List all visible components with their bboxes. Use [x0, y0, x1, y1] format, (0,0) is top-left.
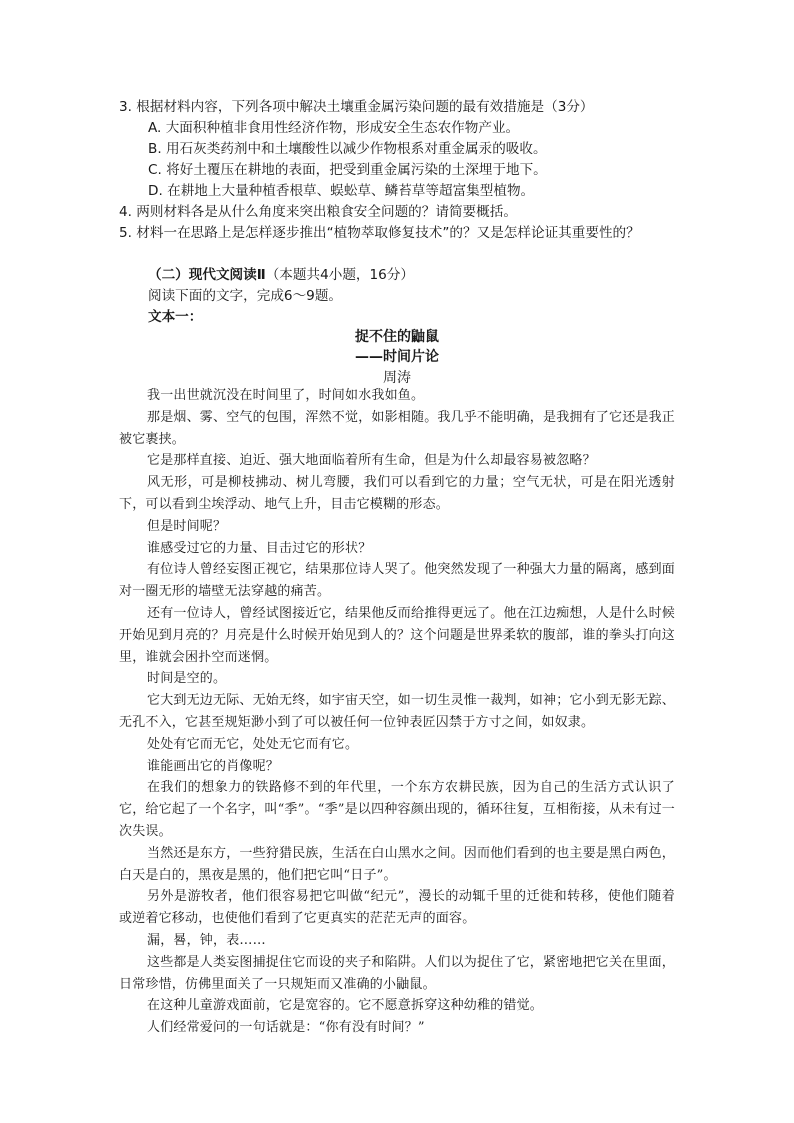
article-paragraph: 风无形，可是柳枝拂动、树儿弯腰，我们可以看到它的力量；空气无状，可是在阳光透射下，可以看到尘埃浮动、地气上升，目击它模糊的形态。	[119, 475, 675, 512]
text-one-label: 文本一：	[148, 309, 203, 325]
article-paragraph: 它是那样直接、迫近、强大地面临着所有生命，但是为什么却最容易被忽略？	[147, 453, 596, 469]
question-3-option-b: B. 用石灰类药剂中和土壤酸性以减少作物根系对重金属汞的吸收。	[148, 141, 547, 157]
question-3-stem: 3. 根据材料内容，下列各项中解决土壤重金属污染问题的最有效措施是（3分）	[119, 99, 594, 115]
article-paragraph: 这些都是人类妄图捕捉住它而设的夹子和陷阱。人们以为捉住了它，紧密地把它关在里面，日常珍惜，仿佛里面关了一只规矩而又准确的小鼬鼠。	[119, 954, 676, 992]
section-heading-bold: （二）现代文阅读Ⅱ	[148, 267, 266, 283]
question-4: 4. 两则材料各是从什么角度来突出粮食安全问题的？请简要概括。	[119, 204, 517, 220]
article-paragraph: 人们经常爱问的一句话就是：“你有没有时间？”	[147, 1020, 425, 1036]
article-paragraph: 谁能画出它的肖像呢？	[147, 758, 280, 774]
article-paragraph: 在这种儿童游戏面前，它是宽容的。它不愿意拆穿这种幼稚的错觉。	[147, 998, 544, 1014]
article-subtitle: ——时间片论	[355, 349, 439, 365]
article-paragraph: 另外是游牧者，他们很容易把它叫做“纪元”，漫长的动辄千里的迁徙和转移，使他们随着或逆着它移动，也使他们看到了它更真实的茫茫无声的面容。	[119, 889, 675, 927]
question-3-option-d: D. 在耕地上大量种植香根草、蜈蚣草、鳞苔草等超富集型植物。	[148, 183, 535, 199]
article-author: 周涛	[383, 370, 411, 386]
article-paragraph: 我一出世就沉没在时间里了，时间如水我如鱼。	[147, 388, 425, 403]
article-title: 捉不住的鼬鼠	[355, 329, 439, 345]
question-5: 5. 材料一在思路上是怎样逐步推出“植物萃取修复技术”的？又是怎样论证其重要性的？	[119, 225, 640, 241]
article-paragraph: 处处有它而无它，处处无它而有它。	[147, 736, 359, 752]
article-paragraph: 但是时间呢？	[147, 518, 227, 534]
question-3-option-c: C. 将好土覆压在耕地的表面，把受到重金属污染的土深埋于地下。	[148, 162, 547, 178]
article-paragraph: 在我们的想象力的铁路修不到的年代里，一个东方农耕民族，因为自己的生活方式认识了它，给它起了一个名字，叫“季”。“季”是以四种容颜出现的，循环往复，互相衔接，从未有过一次失误。	[119, 780, 675, 839]
article-paragraph: 有位诗人曾经妄图正视它，结果那位诗人哭了。他突然发现了一种强大力量的隔离，感到面对一圈无形的墙壁无法穿越的痛苦。	[119, 562, 676, 600]
section-instruction: 阅读下面的文字，完成6～9题。	[148, 288, 343, 304]
article-paragraph: 漏，晷，钟，表……	[147, 932, 266, 948]
article-paragraph: 时间是空的。	[147, 671, 227, 687]
article-paragraph: 谁感受过它的力量、目击过它的形状？	[147, 540, 372, 556]
article-paragraph: 还有一位诗人，曾经试图接近它，结果他反而给推得更远了。他在江边痴想，人是什么时候开始见到月亮的？月亮是什么时候开始见到人的？这个问题是世界柔软的腹部，谁的拳头打向这里，谁就会困扑空而迷惘。	[119, 605, 676, 665]
article-paragraph: 它大到无边无际、无始无终，如宇宙天空，如一切生灵惟一裁判，如神；它小到无影无踪、无孔不入，它甚至规矩渺小到了可以被任何一位钟表匠囚禁于方寸之间，如奴隶。	[119, 693, 676, 730]
article-body	[119, 385, 675, 1039]
article-paragraph: 当然还是东方，一些狩猎民族，生活在白山黑水之间。因而他们看到的也主要是黑白两色，白天是白的，黑夜是黑的，他们把它叫“日子”。	[119, 845, 676, 883]
article-paragraph: 那是烟、雾、空气的包围，浑然不觉，如影相随。我几乎不能明确，是我拥有了它还是我正被它裹挟。	[119, 409, 676, 447]
section-heading	[148, 265, 414, 285]
section-heading-detail: （本题共4小题，16分）	[265, 267, 415, 283]
question-3-option-a: A. 大面积种植非食用性经济作物，形成安全生态农作物产业。	[148, 120, 520, 136]
